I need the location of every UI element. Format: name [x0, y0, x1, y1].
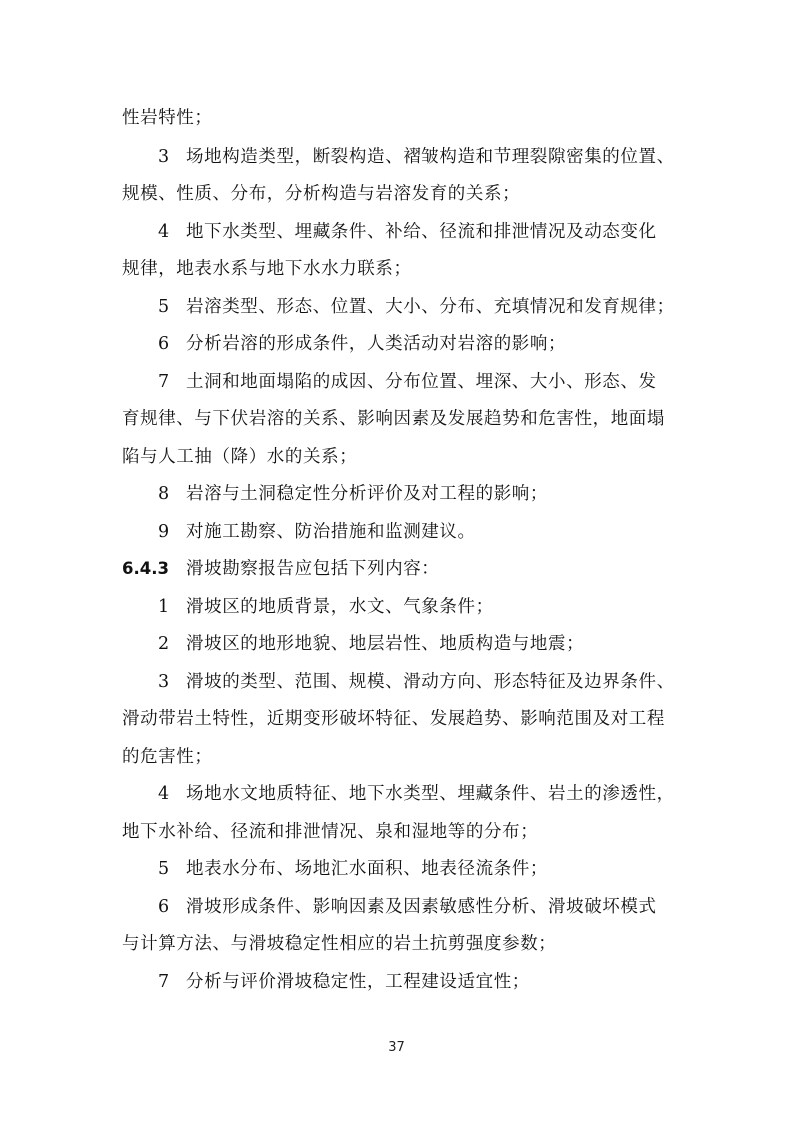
list-item [158, 145, 718, 169]
line-text: 场地构造类型，断裂构造、褶皱构造和节理裂隙密集的位置、 [186, 147, 675, 167]
item-number: 8 [158, 484, 170, 504]
line-text: 性岩特性； [122, 108, 213, 128]
line-text: 分析岩溶的形成条件，人类活动对岩溶的影响； [186, 334, 567, 354]
line-text: 与计算方法、与滑坡稳定性相应的岩土抗剪强度参数； [122, 934, 557, 954]
section-heading [122, 557, 682, 581]
text-line [122, 182, 682, 206]
line-text: 土洞和地面塌陷的成因、分布位置、埋深、大小、形态、发 [186, 372, 657, 392]
item-number: 3 [158, 672, 170, 692]
line-text: 地下水补给、径流和排泄情况、泉和湿地等的分布； [122, 822, 539, 842]
line-text: 规模、性质、分布，分析构造与岩溶发育的关系； [122, 184, 521, 204]
text-line [122, 445, 682, 469]
list-item [158, 970, 718, 994]
list-item [158, 595, 718, 619]
line-text: 岩溶与土洞稳定性分析评价及对工程的影响； [186, 484, 548, 504]
list-item [158, 520, 718, 544]
item-number: 9 [158, 522, 170, 542]
list-item [158, 857, 718, 881]
text-line [122, 407, 682, 431]
list-item [158, 220, 718, 244]
line-text: 对施工勘察、防治措施和监测建议。 [186, 522, 476, 542]
text-line [122, 106, 682, 130]
line-text: 岩溶类型、形态、位置、大小、分布、充填情况和发育规律； [186, 297, 675, 317]
item-number: 2 [158, 634, 170, 654]
text-line [122, 257, 682, 281]
item-number: 3 [158, 147, 170, 167]
list-item [158, 482, 718, 506]
page-number: 37 [388, 1040, 405, 1055]
item-number: 7 [158, 972, 170, 992]
list-item [158, 295, 718, 319]
line-text: 的危害性； [122, 747, 213, 767]
line-text: 分析与评价滑坡稳定性，工程建设适宜性； [186, 972, 530, 992]
item-number: 4 [158, 784, 170, 804]
list-item [158, 370, 718, 394]
text-line [122, 932, 682, 956]
list-item [158, 782, 718, 806]
list-item [158, 632, 718, 656]
line-text: 滑坡区的地质背景，水文、气象条件； [186, 597, 494, 617]
list-item [158, 332, 718, 356]
item-number: 5 [158, 297, 170, 317]
item-number: 6 [158, 334, 170, 354]
text-line [122, 707, 682, 731]
line-text: 滑坡区的地形地貌、地层岩性、地质构造与地震； [186, 634, 585, 654]
line-text: 地表水分布、场地汇水面积、地表径流条件； [186, 859, 548, 879]
line-text: 规律，地表水系与地下水水力联系； [122, 259, 412, 279]
line-text: 滑坡形成条件、影响因素及因素敏感性分析、滑坡破坏模式 [186, 897, 657, 917]
item-number: 4 [158, 222, 170, 242]
text-line [122, 820, 682, 844]
line-text: 场地水文地质特征、地下水类型、埋藏条件、岩土的渗透性， [186, 784, 675, 804]
section-number: 6.4.3 [122, 559, 169, 578]
list-item [158, 895, 718, 919]
list-item [158, 670, 718, 694]
item-number: 1 [158, 597, 170, 617]
section-heading-text: 滑坡勘察报告应包括下列内容： [186, 559, 440, 579]
line-text: 滑动带岩土特性，近期变形破坏特征、发展趋势、影响范围及对工程 [122, 709, 665, 729]
item-number: 5 [158, 859, 170, 879]
item-number: 7 [158, 372, 170, 392]
line-text: 地下水类型、埋藏条件、补给、径流和排泄情况及动态变化 [186, 222, 657, 242]
text-line [122, 745, 682, 769]
item-number: 6 [158, 897, 170, 917]
line-text: 陷与人工抽（降）水的关系； [122, 447, 358, 467]
line-text: 滑坡的类型、范围、规模、滑动方向、形态特征及边界条件、 [186, 672, 675, 692]
line-text: 育规律、与下伏岩溶的关系、影响因素及发展趋势和危害性，地面塌 [122, 409, 665, 429]
